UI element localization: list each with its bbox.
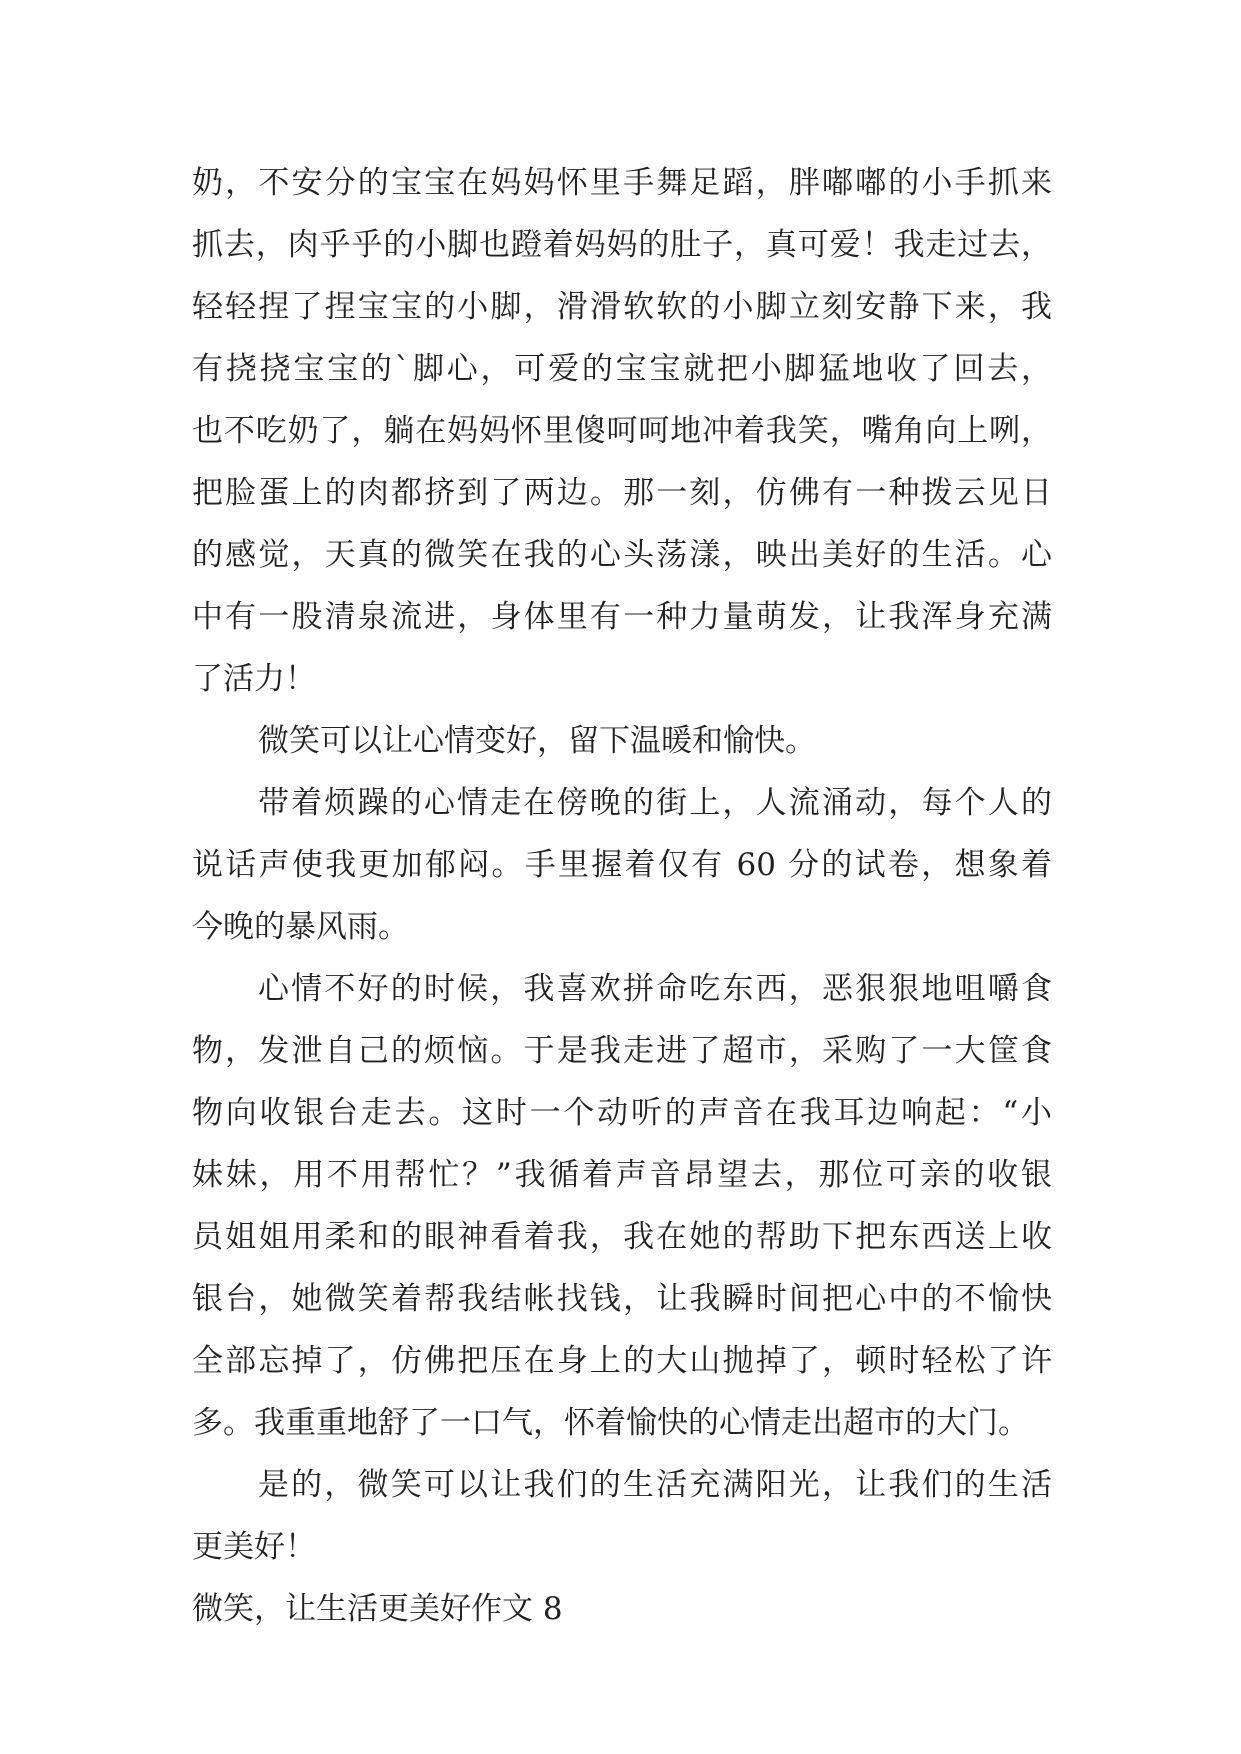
text-line: 物向收银台走去。这时一个动听的声音在我耳边响起：“小 (192, 1095, 1052, 1131)
text-line: 员姐姐用柔和的眼神看着我，我在她的帮助下把东西送上收 (192, 1219, 1052, 1255)
text-line: 了活力！ (192, 661, 316, 697)
text-line: 物，发泄自己的烦恼。于是我走进了超市，采购了一大筐食 (192, 1033, 1052, 1069)
text-line: 全部忘掉了，仿佛把压在身上的大山抛掉了，顿时轻松了许 (192, 1343, 1052, 1379)
text-line: 有挠挠宝宝的`脚心，可爱的宝宝就把小脚猛地收了回去， (192, 351, 1052, 387)
text-line: 今晚的暴风雨。 (192, 909, 409, 945)
text-line: 把脸蛋上的肉都挤到了两边。那一刻，仿佛有一种拨云见日 (192, 475, 1052, 511)
text-line: 是的，微笑可以让我们的生活充满阳光，让我们的生活 (258, 1467, 1052, 1503)
essay-heading: 微笑，让生活更美好作文 8 (192, 1591, 563, 1627)
text-line: 奶，不安分的宝宝在妈妈怀里手舞足蹈，胖嘟嘟的小手抓来 (192, 165, 1052, 201)
text-line: 银台，她微笑着帮我结帐找钱，让我瞬时间把心中的不愉快 (192, 1281, 1052, 1317)
text-line: 也不吃奶了，躺在妈妈怀里傻呵呵地冲着我笑，嘴角向上咧， (192, 413, 1052, 449)
text-line: 心情不好的时候，我喜欢拼命吃东西，恶狠狠地咀嚼食 (258, 971, 1052, 1007)
text-line: 的感觉，天真的微笑在我的心头荡漾，映出美好的生活。心 (192, 537, 1052, 573)
text-line: 多。我重重地舒了一口气，怀着愉快的心情走出超市的大门。 (192, 1405, 1029, 1441)
text-line: 抓去，肉乎乎的小脚也蹬着妈妈的肚子，真可爱！我走过去， (192, 227, 1052, 263)
paragraph (192, 710, 1052, 772)
document-page (192, 152, 1052, 1640)
text-line: 中有一股清泉流进，身体里有一种力量萌发，让我浑身充满 (192, 599, 1052, 635)
paragraph (192, 958, 1052, 1454)
text-line: 说话声使我更加郁闷。手里握着仅有 60 分的试卷，想象着 (192, 847, 1052, 883)
text-line: 微笑可以让心情变好，留下温暖和愉快。 (258, 723, 816, 759)
text-line: 更美好！ (192, 1529, 316, 1565)
paragraph (192, 772, 1052, 958)
text-line: 轻轻捏了捏宝宝的小脚，滑滑软软的小脚立刻安静下来，我 (192, 289, 1052, 325)
text-line: 带着烦躁的心情走在傍晚的街上，人流涌动，每个人的 (258, 785, 1052, 821)
text-line: 妹妹，用不用帮忙？”我循着声音昂望去，那位可亲的收银 (192, 1157, 1052, 1193)
paragraph (192, 152, 1052, 710)
paragraph (192, 1454, 1052, 1578)
